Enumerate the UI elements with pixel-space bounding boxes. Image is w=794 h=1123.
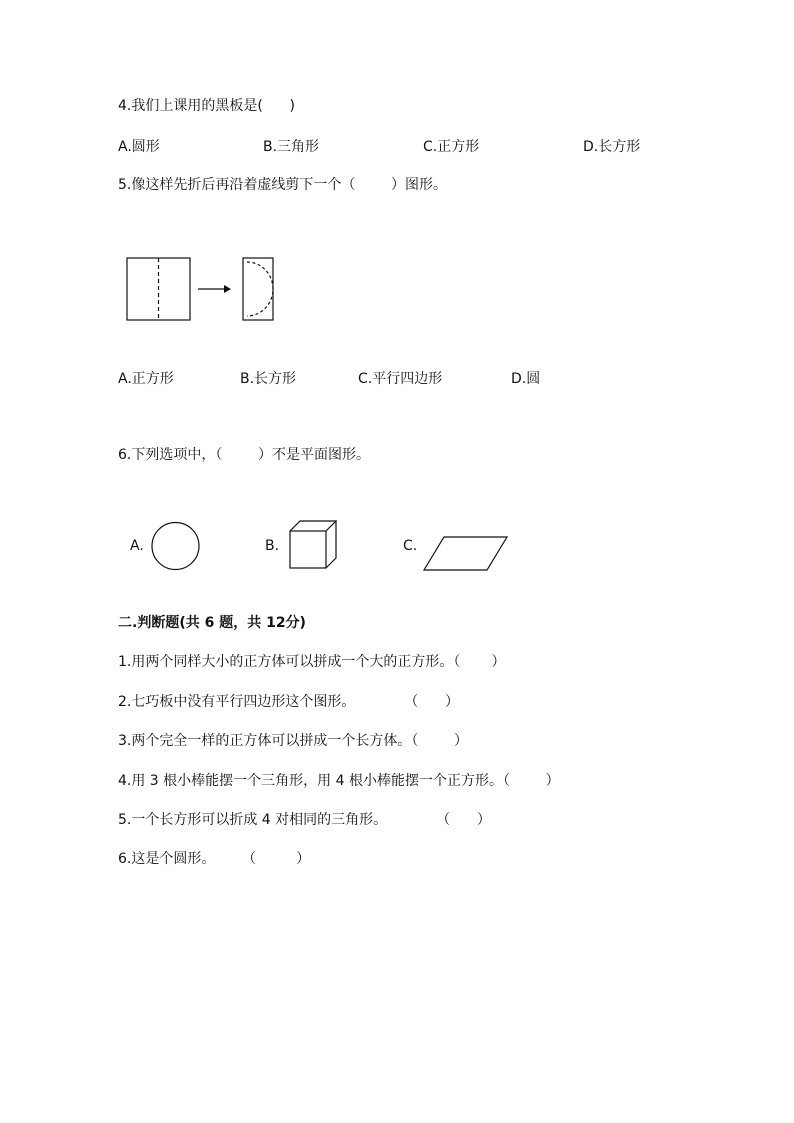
q4-option-c: C.正方形 (423, 139, 480, 155)
judge-item-5: 5.一个长方形可以折成 4 对相同的三角形。 （ ） (118, 812, 491, 828)
q6-option-c-label: C. (403, 538, 418, 554)
judge-item-1: 1.用两个同样大小的正方体可以拼成一个大的正方形。（ ） (118, 654, 506, 670)
q5-option-b: B.长方形 (240, 371, 297, 387)
q4-option-a: A.圆形 (118, 139, 160, 155)
q6-option-b-label: B. (265, 538, 280, 554)
q5-option-a: A.正方形 (118, 371, 174, 387)
judge-item-4: 4.用 3 根小棒能摆一个三角形，用 4 根小棒能摆一个正方形。（ ） (118, 773, 560, 789)
q4-stem: 4.我们上课用的黑板是( ) (118, 98, 295, 114)
circle-shape (150, 520, 202, 572)
judge-item-2: 2.七巧板中没有平行四边形这个图形。 （ ） (118, 694, 460, 710)
arrow-head (224, 285, 231, 293)
q5-stem: 5.像这样先折后再沿着虚线剪下一个（ ）图形。 (118, 177, 447, 193)
q5-option-c: C.平行四边形 (358, 371, 443, 387)
q4-option-b: B.三角形 (263, 139, 320, 155)
judge-item-6: 6.这是个圆形。 （ ） (118, 851, 311, 867)
parallelogram-shape (420, 534, 512, 574)
section2-heading: 二.判断题(共 6 题，共 12分) (118, 615, 306, 631)
q6-stem: 6.下列选项中，（ ）不是平面图形。 (118, 447, 370, 463)
fold-cut-diagram (120, 250, 290, 330)
cut-line-arc (247, 262, 273, 316)
q4-option-d: D.长方形 (583, 139, 641, 155)
cube-shape (287, 518, 343, 574)
q6-option-a-label: A. (130, 538, 144, 554)
judge-item-3: 3.两个完全一样的正方体可以拼成一个长方体。（ ） (118, 733, 468, 749)
q5-option-d: D.圆 (511, 371, 541, 387)
folded-paper-shape (243, 258, 273, 320)
